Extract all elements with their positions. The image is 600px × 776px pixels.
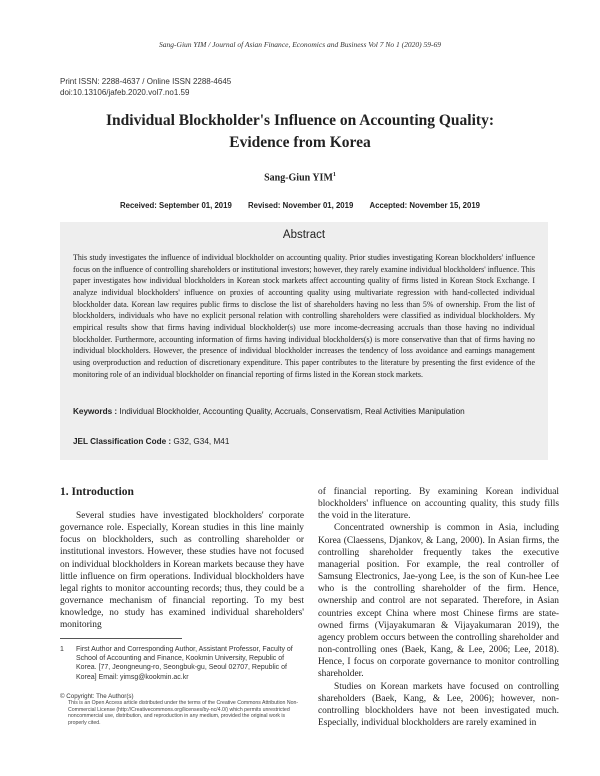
title-line-2: Evidence from Korea	[229, 134, 371, 151]
intro-paragraph-2: Concentrated ownership is common in Asia, including Korea (Claessens, Djankov, & Lang, 2000). In Asian firms, the controlling shareholder frequently takes the executive managerial position. For example, the real controller of Samsung Electronics, Jae-yong Lee, is the son of Kun-hee Lee who is the controlling shareholder of the firm. Hence, ownership and control are not separated. Therefore, in Asian countries except China where most Chinese firms are state-owned firms (Vijayakumaran & Vijayakumaran 2019), the agency problem occurs between the controlling shareholder and non-controlling ones (Baek, Kang, & Lee, 2006; Lee, 2018). Hence, I focus on corporate governance to monitor controlling shareholder.	[318, 523, 559, 680]
jel-classification-line	[73, 437, 535, 446]
author-footnote-marker: 1	[332, 172, 336, 178]
title-line-1: Individual Blockholder's Influence on Accounting Quality:	[105, 112, 494, 129]
abstract-heading: Abstract	[282, 229, 326, 241]
revised-date: Revised: November 01, 2019	[247, 201, 354, 210]
section-heading-introduction: 1. Introduction	[60, 486, 134, 498]
intro-paragraph-continued: of financial reporting. By examining Korean individual blockholders' influence on accounting quality, this study fills the void in the literature.	[318, 487, 559, 522]
author-footnote	[60, 645, 304, 682]
footnote-marker: 1	[60, 646, 64, 653]
received-date: Received: September 01, 2019	[119, 201, 232, 210]
publication-identifiers	[60, 76, 231, 98]
keywords-text: Individual Blockholder, Accounting Quality, Accruals, Conservatism, Real Activities Manipulation	[119, 407, 465, 416]
accepted-date: Accepted: November 15, 2019	[369, 201, 480, 210]
right-column-text	[318, 486, 559, 729]
issn-line: Print ISSN: 2288-4637 / Online ISSN 2288-4645	[60, 77, 232, 86]
copyright-notice: © Copyright: The Author(s)	[60, 693, 134, 700]
left-column-text	[60, 510, 304, 632]
keywords-line	[73, 407, 535, 416]
keywords-label: Keywords :	[73, 407, 118, 416]
author-name: Sang-Giun YIM	[264, 172, 333, 184]
intro-paragraph-1: Several studies have investigated blockholders' corporate governance role. Especially, Korean studies in this line mainly focus on blockholders, such as controlling shareholder or institutional investors. However, these studies have not focused on individual blockholders in Korean markets because they have little influence on firm operations. Individual blockholders have legal rights to monitor accounting records; thus, they could be a governance mechanism of financial reporting. To my best knowledge, no study has examined individual shareholders' monitoring	[60, 511, 304, 631]
footnote-text: First Author and Corresponding Author, Assistant Professor, Faculty of School of Accounting and Finance, Kookmin University, Republic of Korea. [77, Jeongneung-ro, Seongbuk-gu, Seoul 02707, Republic of Korea] Email: yimsg@kookmin.ac.kr	[76, 646, 293, 681]
article-dates	[0, 201, 600, 210]
abstract-body: This study investigates the influence of individual blockholder on accounting quality. Prior studies investigating Korean blockholders' influence focus on the influence of controlling shareholders or institutional investors; however, they rarely examine individual blockholders' influence. This paper investigates how individual blockholders in Korean stock markets affect accounting quality of firms listed in Korean Stock Exchange. I analyze individual blockholders' influence on proxies of accounting quality using multivariate regression with hand-collected individual blockholder data. Korean law requires public firms to disclose the list of shareholders having no less than 5% of ownership. From the list of blockholders, individuals who have no explicit personal relation with controlling shareholders were classified as individual blockholders. My empirical results show that firms having individual blockholder(s) use more income-decreasing accruals than those having no individual blockholder. Furthermore, accounting information of firms having individual blockholders(s) is more conservative than that of firms having no individual blockholders. However, the presence of individual blockholder increases the tendency of loss avoidance and earnings management using overproduction and reduction of discretionary expenditure. This paper contributes to the literature by presenting the first evidence of the monitoring role of an individual blockholder on financial reporting of firms listed in the Korean stock markets.	[73, 253, 535, 379]
intro-paragraph-3: Studies on Korean markets have focused on controlling shareholders (Baek, Kang, & Lee, 2006); however, non-controlling blockholders have not been investigated much. Especially, individual blockholders are rarely examined in	[318, 681, 559, 728]
jel-codes: G32, G34, M41	[173, 437, 230, 446]
jel-label: JEL Classification Code :	[73, 437, 172, 446]
author-line	[0, 172, 600, 183]
doi-line: doi:10.13106/jafeb.2020.vol7.no1.59	[60, 88, 190, 97]
footnote-divider	[60, 638, 182, 639]
running-header: Sang-Giun YIM / Journal of Asian Finance, Economics and Business Vol 7 No 1 (2020) 59-69	[159, 40, 441, 49]
paper-title	[40, 110, 560, 154]
license-text: This is an Open Access article distributed under the terms of the Creative Commons Attribution Non-Commercial License (http://Creativecommons.org/licenses/by-nc/4.0/) which permits unrestricted noncommercial use, distribution, and reproduction in any medium, provided the original work is properly cited.	[68, 700, 299, 727]
